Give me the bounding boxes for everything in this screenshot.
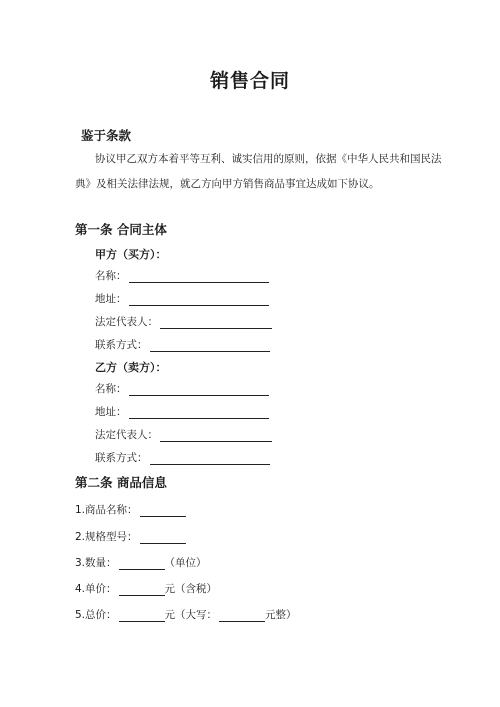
party-b-address-field[interactable] (95, 404, 269, 419)
item1-field[interactable] (75, 502, 186, 517)
item4-blank[interactable] (119, 584, 165, 596)
item3-blank[interactable] (119, 558, 165, 570)
item5-label: 5.总价： (75, 609, 117, 621)
party-b-name-blank[interactable] (129, 384, 269, 396)
party-a-address-label: 地址： (95, 293, 127, 305)
item2-blank[interactable] (140, 532, 186, 544)
preamble-text-line2: 典》及相关法律法规，就乙方向甲方销售商品事宜达成如下协议。 (75, 178, 380, 190)
party-a-rep-field[interactable] (95, 314, 272, 329)
party-b-heading: 乙方（卖方）： (95, 361, 167, 374)
party-a-rep-label: 法定代表人： (95, 316, 158, 328)
preamble-text-line1: 协议甲乙双方本着平等互利、诚实信用的原则，依据《中华人民共和国民法 (95, 153, 442, 165)
item3-field[interactable] (75, 555, 207, 570)
item2-field[interactable] (75, 529, 186, 544)
item4-label: 4.单价： (75, 583, 117, 595)
item3-label: 3.数量： (75, 557, 117, 569)
party-b-contact-label: 联系方式： (95, 452, 148, 464)
party-a-name-label: 名称： (95, 270, 127, 282)
party-a-address-field[interactable] (95, 291, 269, 306)
item3-suffix: （单位） (164, 557, 207, 569)
party-a-name-field[interactable] (95, 268, 269, 283)
item5-uppercase-blank[interactable] (219, 610, 265, 622)
preamble-heading: 鉴于条款 (81, 128, 132, 143)
party-a-name-blank[interactable] (129, 271, 269, 283)
party-a-contact-blank[interactable] (150, 340, 270, 352)
item4-field[interactable] (75, 581, 217, 596)
item1-blank[interactable] (140, 505, 186, 517)
party-a-address-blank[interactable] (129, 294, 269, 306)
party-b-rep-label: 法定代表人： (95, 429, 158, 441)
party-a-contact-label: 联系方式： (95, 339, 148, 351)
item1-label: 1.商品名称： (75, 504, 138, 516)
item5-mid: 元（大写： (164, 609, 218, 621)
party-b-name-field[interactable] (95, 381, 269, 396)
party-b-contact-blank[interactable] (150, 453, 270, 465)
document-title: 销售合同 (209, 70, 290, 92)
party-a-heading: 甲方（买方）： (95, 248, 167, 261)
party-b-address-label: 地址： (95, 406, 127, 418)
item5-suffix: 元整） (265, 609, 297, 621)
party-b-address-blank[interactable] (129, 407, 269, 419)
item5-field[interactable] (75, 607, 297, 622)
item4-suffix: 元（含税） (164, 583, 218, 595)
item2-label: 2.规格型号： (75, 531, 138, 543)
article1-heading: 第一条 合同主体 (75, 222, 167, 237)
party-a-rep-blank[interactable] (160, 317, 272, 329)
article2-heading: 第二条 商品信息 (75, 475, 167, 490)
party-b-name-label: 名称： (95, 383, 127, 395)
party-b-contact-field[interactable] (95, 450, 270, 465)
item5-total-blank[interactable] (119, 610, 165, 622)
party-b-rep-field[interactable] (95, 427, 272, 442)
party-a-contact-field[interactable] (95, 337, 270, 352)
party-b-rep-blank[interactable] (160, 430, 272, 442)
